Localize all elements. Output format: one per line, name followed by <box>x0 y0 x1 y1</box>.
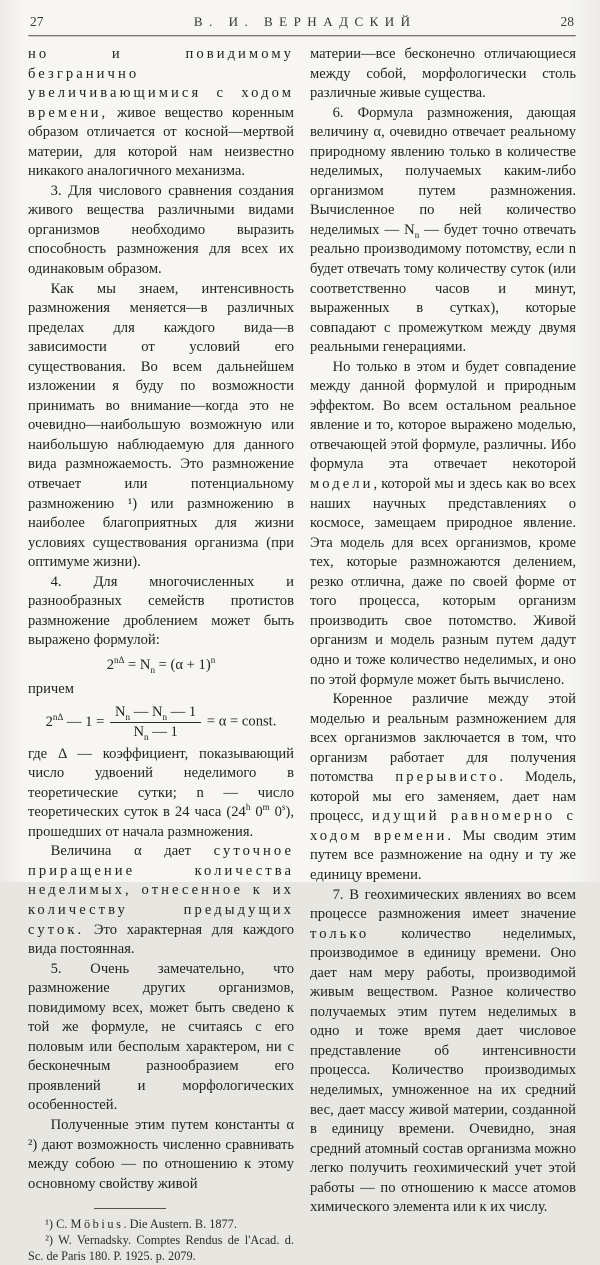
paragraph: Полученные этим путем константы α ²) дают возможность численно сравнивать между собою — по отношению к этому основному свойству живой <box>28 1117 294 1192</box>
formula-expression: $2^{n\Delta} = N_n = (\alpha + 1)^n$ <box>106 655 216 675</box>
paragraph: Но только в этом и будет совпадение между данной формулой и природным эффектом. Во всем остальном реальное явление и то, которое выражено моделью, отвечающей этой формуле, различны. Ибо формула эта отвечает некоторой модели, которой мы и здесь как во всех наших научных представлениях о космосе, замещаем природное явление. Эта модель для всех организмов, кроме тех, которые размножаются делением, резко отлична, даже по своей форме от того процесса, которым организм производить свое потомство. Живой организм и модель разным путем дадут одно и тоже количество неделимых, и оно по этой формуле может быть вычислено. <box>310 358 576 688</box>
footnotes <box>28 1217 294 1265</box>
two-column-text <box>28 45 576 1265</box>
fraction-numerator: $N_n$ — $N_n$ — 1 <box>110 704 201 723</box>
paragraph: Коренное различие между этой моделью и реальным размножением для всех организмов заключается в том, что организм работает для получения потомства прерывисто. Модель, которой мы его заменяем, дает нам процесс, идущий равномерно с ходом времени. Мы сводим этим путем все размножение на одну и ту же единицу времени. <box>310 691 577 883</box>
footnote: ²) W. Vernadsky. Comptes Rendus de l'Acad. d. Sc. de Paris 180. P. 1925. p. 2079. <box>28 1233 294 1264</box>
formula-alpha-const <box>28 704 294 741</box>
running-title: В. И. ВЕРНАДСКИЙ <box>193 14 417 29</box>
paragraph: 5. Очень замечательно, что размножение других организмов, повидимому всех, может быть сведено к той же формуле, не считаясь с его половым или бесполым характером, ни с бесконечным разнообразием его проявлений и морфологических особенностей. <box>28 960 294 1114</box>
fraction-denominator: $N_n$ — 1 <box>133 723 178 742</box>
page-header <box>28 10 576 36</box>
right-column <box>310 45 576 1265</box>
fraction <box>110 704 201 741</box>
left-column <box>28 45 294 1265</box>
paragraph: материи—все бесконечно отличающиеся между собой, морфологически столь различные живые существа. <box>310 46 576 102</box>
page-number-right: 28 <box>560 14 574 29</box>
paragraph: 7. В геохимических явлениях во всем процессе размножения имеет значение только количество неделимых, производимое в единицу времени. Оно дает нам меру работы, производимой живым веществом. Разное количество получаемых этим путем неделимых в одно и тоже время дает числовое представление об интенсивности процесса. Количество производимых неделимых, умноженное на их средний вес, дает массу живой материи, созданной в единицу времени. Очевидно, зная средний атомный состав организма можно легко получить геохимический учет этой работы — по отношению к массе атомов химического элемента или к их числу. <box>310 886 576 1216</box>
paragraph: 4. Для многочисленных и разнообразных семейств протистов размножение дроблением может быть выражено формулой: <box>28 573 294 649</box>
paragraph: Величина α дает суточное приращение количества неделимых, отнесенное к их количеству предыдущих суток. Это характерная для каждого вида постоянная. <box>28 843 294 958</box>
paragraph: Как мы знаем, интенсивность размножения меняется—в различных пределах для каждого вида—в зависимости от условий его существования. Во всем дальнейшем изложении я буду по возможности принимать во внимание—когда это не очевидно—наибольшую возможную или наибольшую наблюдаемую для данного вида размножаемость. Это размножение отвечает или потенциальному размножению ¹) или размножению в наиболее благоприятных для жизни условиях существования организма (при оптимуме жизни). <box>28 280 294 571</box>
paragraph: но и повидимому безгранично увеличивающимися с ходом времени, живое вещество коренным образом отличается от косной—мертвой материи, для которой нам неизвестно никакого аналогичного механизма. <box>28 46 294 180</box>
formula-rhs: = α = const. <box>203 713 277 730</box>
footnote: ¹) C. Möbius. Die Austern. B. 1877. <box>45 1217 237 1232</box>
formula-reproduction <box>28 656 294 676</box>
paragraph: где Δ — коэффициент, показывающий число удвоений неделимого в теоретические сутки; n — число теоретических суток в 24 часа (24$^h$ 0$^m$ 0$^s$), прошедших от начала размножения. <box>28 745 294 840</box>
paragraph: 3. Для числового сравнения создания живого вещества различными видами организмов необходимо выразить способность размножения для всех их одинаковым образом. <box>28 182 294 278</box>
formula-lhs: $2^{n\Delta}$ — 1 = <box>45 711 108 730</box>
paragraph: 6. Формула размножения, дающая величину α, очевидно отвечает реальному природному явлению только в количестве неделимых, получаемых каким-либо организмом путем размножения. Вычисленное по ней количество неделимых — $N_n$ — будет точно отвечать реально производимому потомству, если n будет отвечать тому количеству суток (или соответственно часов и минут, выраженных в сутках), которые совпадают с промежутком между двумя реальными генерациями. <box>310 104 577 356</box>
page-number-left: 27 <box>30 14 44 29</box>
paragraph: причем <box>28 680 74 697</box>
footnote-separator <box>94 1208 166 1209</box>
